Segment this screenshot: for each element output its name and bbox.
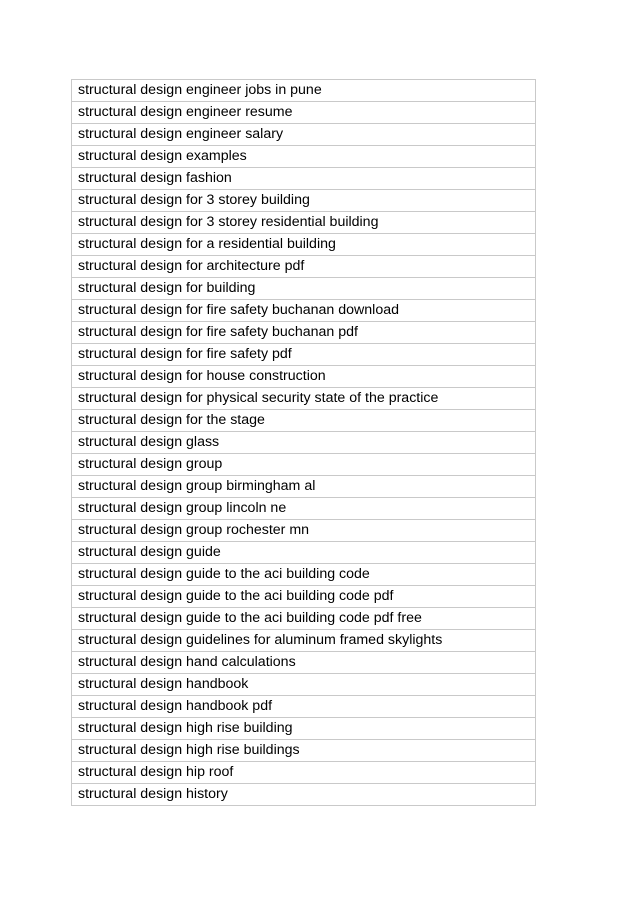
table-row [72, 542, 536, 564]
table-cell: structural design handbook pdf [72, 696, 536, 718]
keyword-table [71, 79, 536, 806]
table-row [72, 740, 536, 762]
table-cell: structural design for fire safety buchanan pdf [72, 322, 536, 344]
table-row [72, 674, 536, 696]
table-cell: structural design engineer resume [72, 102, 536, 124]
table-cell: structural design high rise building [72, 718, 536, 740]
table-cell: structural design for a residential building [72, 234, 536, 256]
table-cell: structural design group [72, 454, 536, 476]
table-cell: structural design for building [72, 278, 536, 300]
table-row [72, 344, 536, 366]
table-cell: structural design guide to the aci building code [72, 564, 536, 586]
table-row [72, 652, 536, 674]
table-cell: structural design for architecture pdf [72, 256, 536, 278]
table-row [72, 168, 536, 190]
table-cell: structural design handbook [72, 674, 536, 696]
table-cell: structural design guide to the aci building code pdf [72, 586, 536, 608]
table-cell: structural design engineer salary [72, 124, 536, 146]
table-cell: structural design high rise buildings [72, 740, 536, 762]
table-row [72, 410, 536, 432]
table-cell: structural design for 3 storey building [72, 190, 536, 212]
table-row [72, 520, 536, 542]
table-cell: structural design for the stage [72, 410, 536, 432]
table-cell: structural design guide to the aci building code pdf free [72, 608, 536, 630]
table-cell: structural design guidelines for aluminum framed skylights [72, 630, 536, 652]
table-cell: structural design group lincoln ne [72, 498, 536, 520]
table-cell: structural design engineer jobs in pune [72, 80, 536, 102]
table-cell: structural design guide [72, 542, 536, 564]
table-row [72, 784, 536, 806]
table-cell: structural design examples [72, 146, 536, 168]
table-row [72, 586, 536, 608]
table-row [72, 608, 536, 630]
table-cell: structural design glass [72, 432, 536, 454]
table-row [72, 696, 536, 718]
table-row [72, 432, 536, 454]
table-cell: structural design for fire safety buchanan download [72, 300, 536, 322]
table-row [72, 388, 536, 410]
table-cell: structural design for fire safety pdf [72, 344, 536, 366]
table-cell: structural design hand calculations [72, 652, 536, 674]
table-cell: structural design group rochester mn [72, 520, 536, 542]
table-row [72, 366, 536, 388]
table-cell: structural design for physical security state of the practice [72, 388, 536, 410]
table-cell: structural design group birmingham al [72, 476, 536, 498]
table-row [72, 190, 536, 212]
table-row [72, 498, 536, 520]
table-row [72, 322, 536, 344]
table-row [72, 124, 536, 146]
table-row [72, 146, 536, 168]
table-row [72, 630, 536, 652]
table-row [72, 300, 536, 322]
table-row [72, 234, 536, 256]
table-row [72, 102, 536, 124]
table-row [72, 212, 536, 234]
table-row [72, 278, 536, 300]
table-row [72, 256, 536, 278]
table-cell: structural design fashion [72, 168, 536, 190]
table-cell: structural design history [72, 784, 536, 806]
table-row [72, 762, 536, 784]
table-row [72, 476, 536, 498]
table-row [72, 80, 536, 102]
table-cell: structural design hip roof [72, 762, 536, 784]
table-cell: structural design for 3 storey residential building [72, 212, 536, 234]
table-row [72, 564, 536, 586]
table-row [72, 454, 536, 476]
table-cell: structural design for house construction [72, 366, 536, 388]
table-row [72, 718, 536, 740]
